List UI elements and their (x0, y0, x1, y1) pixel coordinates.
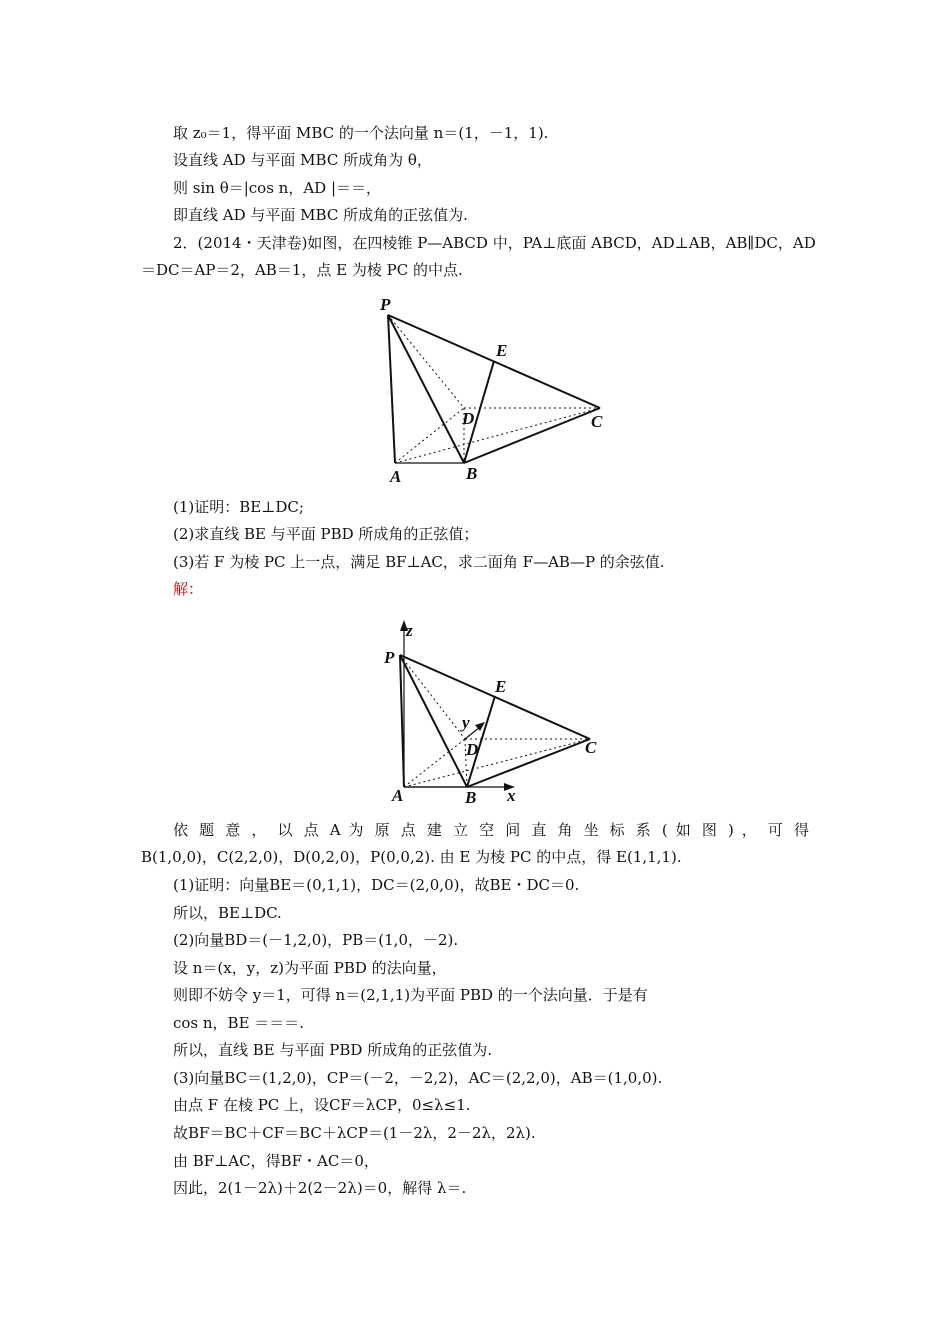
question-2: (2)求直线 BE 与平面 PBD 所成角的正弦值； (173, 525, 479, 543)
label-E: E (495, 677, 507, 696)
solution-intro-1: 依 题 意 ， 以 点 A 为 原 点 建 立 空 间 直 角 坐 标 系 ( 如 图 ) ， 可 得 (173, 821, 809, 839)
text-line: 则 sin θ＝|cos n，AD |＝＝， (173, 179, 382, 197)
solution-step: 因此，2(1－2λ)＋2(2－2λ)＝0，解得 λ＝. (173, 1179, 467, 1197)
solution-step: (1)证明：向量BE＝(0,1,1)，DC＝(2,0,0)，故BE・DC＝0. (173, 876, 580, 894)
solution-step: 所以，直线 BE 与平面 PBD 所成角的正弦值为. (173, 1041, 492, 1059)
text-line: 设直线 AD 与平面 MBC 所成角为 θ， (173, 151, 432, 169)
solution-step: 所以，BE⊥DC. (173, 904, 282, 922)
solution-step: 则即不妨令 y＝1，可得 n＝(2,1,1)为平面 PBD 的一个法向量．于是有 (173, 986, 648, 1004)
label-B: B (465, 788, 477, 807)
solution-step: 由 BF⊥AC，得BF・AC＝0， (173, 1152, 379, 1170)
solution-step: cos n，BE ＝＝＝. (173, 1014, 305, 1032)
label-A: A (392, 786, 404, 805)
label-P: P (384, 648, 395, 667)
label-y: y (462, 713, 470, 732)
pyramid-figure-2 (380, 615, 630, 810)
label-C: C (585, 738, 597, 757)
text-line: 取 z₀＝1，得平面 MBC 的一个法向量 n＝(1，－1，1). (173, 124, 549, 142)
question-3: (3)若 F 为棱 PC 上一点，满足 BF⊥AC，求二面角 F—AB—P 的余弦值. (173, 553, 665, 571)
label-x: x (507, 786, 516, 805)
solution-intro-2: B(1,0,0)，C(2,2,0)，D(0,2,0)，P(0,0,2). 由 E 为棱 PC 的中点，得 E(1,1,1). (141, 848, 682, 866)
question-1: (1)证明：BE⊥DC; (173, 498, 304, 516)
solution-step: (3)向量BC＝(1,2,0)，CP＝(－2，－2,2)，AC＝(2,2,0)，AB＝(1,0,0). (173, 1069, 663, 1087)
solution-step: 故BF＝BC＋CF＝BC＋λCP＝(1－2λ，2－2λ，2λ). (173, 1124, 536, 1142)
label-D: D (462, 409, 475, 428)
label-C: C (591, 412, 603, 431)
solution-step: 设 n＝(x，y，z)为平面 PBD 的法向量， (173, 959, 447, 977)
problem-line-2: ＝DC＝AP＝2，AB＝1，点 E 为棱 PC 的中点. (141, 261, 463, 279)
solution-step: 由点 F 在棱 PC 上，设CF＝λCP，0≤λ≤1. (173, 1096, 471, 1114)
label-z: z (406, 621, 413, 640)
pyramid-figure-1 (370, 290, 620, 490)
label-D: D (466, 740, 479, 759)
problem-line-1: 2．(2014・天津卷)如图，在四棱锥 P—ABCD 中，PA⊥底面 ABCD，AD⊥AB，AB∥DC，AD (173, 234, 816, 252)
label-A: A (390, 467, 402, 486)
solution-step: (2)向量BD＝(－1,2,0)，PB＝(1,0，－2). (173, 931, 459, 949)
label-B: B (466, 464, 478, 483)
label-P: P (380, 295, 391, 314)
label-E: E (496, 341, 508, 360)
solution-label: 解： (173, 580, 204, 598)
text-line: 即直线 AD 与平面 MBC 所成角的正弦值为. (173, 206, 468, 224)
